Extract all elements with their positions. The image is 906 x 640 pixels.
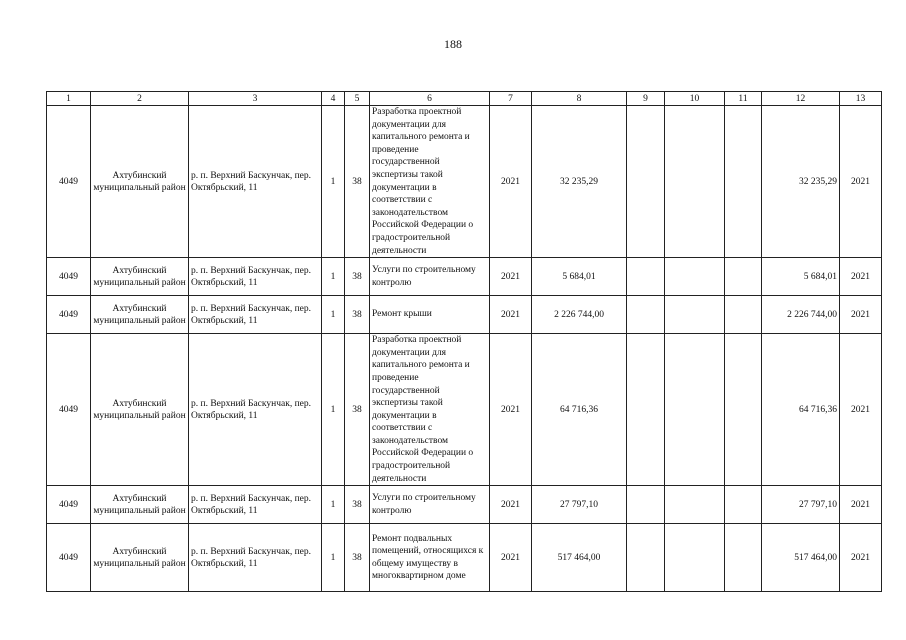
address: р. п. Верхний Баскунчак, пер. Октябрьский, 11 [189, 334, 322, 486]
col4-value: 1 [322, 524, 345, 592]
col11-value [725, 334, 762, 486]
col10-value [665, 486, 725, 524]
col5-value: 38 [345, 106, 370, 258]
col11-value [725, 296, 762, 334]
work-type: Ремонт подвальных помещений, относящихся к общему имуществу в многоквартирном доме [370, 524, 490, 592]
house-id: 4049 [47, 486, 91, 524]
column-number: 13 [840, 92, 882, 106]
col10-value [665, 524, 725, 592]
col11-value [725, 486, 762, 524]
col5-value: 38 [345, 296, 370, 334]
col5-value: 38 [345, 524, 370, 592]
total-amount: 32 235,29 [762, 106, 840, 258]
col4-value: 1 [322, 258, 345, 296]
col10-value [665, 258, 725, 296]
column-number: 11 [725, 92, 762, 106]
col5-value: 38 [345, 334, 370, 486]
column-number: 7 [490, 92, 532, 106]
district-name: Ахтубинский муниципальный район [91, 258, 189, 296]
total-amount: 5 684,01 [762, 258, 840, 296]
col10-value [665, 106, 725, 258]
table-row [47, 334, 882, 486]
column-number: 1 [47, 92, 91, 106]
column-number: 6 [370, 92, 490, 106]
address: р. п. Верхний Баскунчак, пер. Октябрьский, 11 [189, 296, 322, 334]
page-number: 188 [444, 37, 462, 51]
col11-value [725, 106, 762, 258]
house-id: 4049 [47, 524, 91, 592]
amount: 27 797,10 [532, 486, 627, 524]
district-name: Ахтубинский муниципальный район [91, 334, 189, 486]
col9-value [627, 258, 665, 296]
completion-year: 2021 [840, 486, 882, 524]
table-row [47, 524, 882, 592]
district-name: Ахтубинский муниципальный район [91, 486, 189, 524]
table-row [47, 296, 882, 334]
column-number: 10 [665, 92, 725, 106]
col5-value: 38 [345, 258, 370, 296]
completion-year: 2021 [840, 258, 882, 296]
address: р. п. Верхний Баскунчак, пер. Октябрьский, 11 [189, 258, 322, 296]
year: 2021 [490, 296, 532, 334]
column-number: 8 [532, 92, 627, 106]
house-id: 4049 [47, 106, 91, 258]
work-type: Ремонт крыши [370, 296, 490, 334]
col4-value: 1 [322, 334, 345, 486]
col4-value: 1 [322, 106, 345, 258]
district-name: Ахтубинский муниципальный район [91, 106, 189, 258]
table-row [47, 106, 882, 258]
amount: 517 464,00 [532, 524, 627, 592]
amount: 32 235,29 [532, 106, 627, 258]
year: 2021 [490, 486, 532, 524]
work-type: Услуги по строительному контролю [370, 486, 490, 524]
house-id: 4049 [47, 334, 91, 486]
column-number: 2 [91, 92, 189, 106]
column-number: 4 [322, 92, 345, 106]
district-name: Ахтубинский муниципальный район [91, 524, 189, 592]
total-amount: 517 464,00 [762, 524, 840, 592]
register-table [46, 91, 882, 592]
col9-value [627, 106, 665, 258]
house-id: 4049 [47, 296, 91, 334]
amount: 5 684,01 [532, 258, 627, 296]
column-number: 3 [189, 92, 322, 106]
year: 2021 [490, 524, 532, 592]
completion-year: 2021 [840, 296, 882, 334]
address: р. п. Верхний Баскунчак, пер. Октябрьский, 11 [189, 486, 322, 524]
completion-year: 2021 [840, 106, 882, 258]
year: 2021 [490, 106, 532, 258]
work-type: Разработка проектной документации для капитального ремонта и проведение государственной экспертизы такой документации в соответствии с законодательством Российской Федерации о градостроительной деятельности [370, 106, 490, 258]
col9-value [627, 296, 665, 334]
col4-value: 1 [322, 486, 345, 524]
total-amount: 2 226 744,00 [762, 296, 840, 334]
year: 2021 [490, 334, 532, 486]
col9-value [627, 524, 665, 592]
col11-value [725, 524, 762, 592]
work-type: Услуги по строительному контролю [370, 258, 490, 296]
work-type: Разработка проектной документации для капитального ремонта и проведение государственной экспертизы такой документации в соответствии с законодательством Российской Федерации о градостроительной деятельности [370, 334, 490, 486]
col10-value [665, 296, 725, 334]
total-amount: 27 797,10 [762, 486, 840, 524]
col11-value [725, 258, 762, 296]
address: р. п. Верхний Баскунчак, пер. Октябрьский, 11 [189, 106, 322, 258]
column-number-row [47, 92, 882, 106]
col9-value [627, 334, 665, 486]
address: р. п. Верхний Баскунчак, пер. Октябрьский, 11 [189, 524, 322, 592]
amount: 2 226 744,00 [532, 296, 627, 334]
table-row [47, 258, 882, 296]
col10-value [665, 334, 725, 486]
total-amount: 64 716,36 [762, 334, 840, 486]
col4-value: 1 [322, 296, 345, 334]
house-id: 4049 [47, 258, 91, 296]
completion-year: 2021 [840, 524, 882, 592]
column-number: 5 [345, 92, 370, 106]
column-number: 9 [627, 92, 665, 106]
year: 2021 [490, 258, 532, 296]
amount: 64 716,36 [532, 334, 627, 486]
completion-year: 2021 [840, 334, 882, 486]
table-row [47, 486, 882, 524]
column-number: 12 [762, 92, 840, 106]
col5-value: 38 [345, 486, 370, 524]
district-name: Ахтубинский муниципальный район [91, 296, 189, 334]
col9-value [627, 486, 665, 524]
